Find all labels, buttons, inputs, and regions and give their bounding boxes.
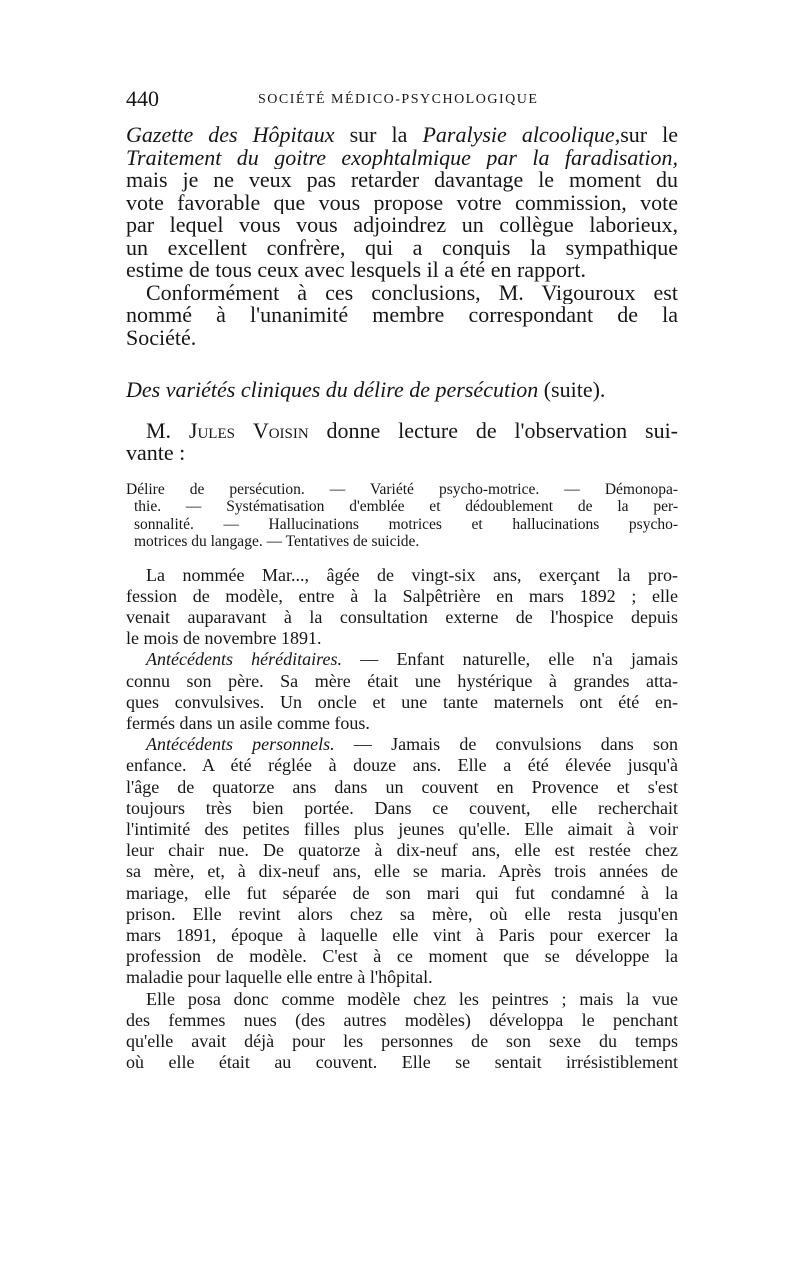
text-line: estime de tous ceux avec lesquels il a été en rapport. <box>126 259 586 282</box>
text-line: Gazette des Hôpitaux sur la Paralysie alcoolique,sur le <box>126 124 678 147</box>
text-line: mariage, elle fut séparée de son mari qui fut condamné à la <box>126 882 678 903</box>
article-title: Traitement du goitre exophtalmique par la faradisation, <box>126 146 678 169</box>
text-line: Conformément à ces conclusions, M. Vigouroux est <box>146 281 678 304</box>
text-line: Elle posa donc comme modèle chez les peintres ; mais la vue <box>146 988 678 1009</box>
text-line: des femmes nues (des autres modèles) développa le penchant <box>126 1009 678 1030</box>
text-line: connu son père. Sa mère était une hystérique à grandes atta- <box>126 670 678 691</box>
text-line: Société. <box>126 326 197 349</box>
text-line: où elle était au couvent. Elle se sentait irrésistiblement <box>126 1052 678 1073</box>
text-line: sa mère, et, à dix-neuf ans, elle se maria. Après trois années de <box>126 861 678 882</box>
page-number: 440 <box>126 86 159 111</box>
text-line: profession de modèle. C'est à ce moment que se développe la <box>126 946 678 967</box>
text-line: l'intimité des petites filles plus jeunes qu'elle. Elle aimait à voir <box>126 818 678 839</box>
intro-paragraph <box>126 124 678 282</box>
text-line: prison. Elle revint alors chez sa mère, où elle resta jusqu'en <box>126 903 678 924</box>
text-line: fermés dans un asile comme fous. <box>126 712 370 733</box>
text-line: Antécédents héréditaires. — Enfant naturelle, elle n'a jamais <box>146 649 678 670</box>
text-line <box>126 147 678 170</box>
text-line: fession de modèle, entre à la Salpêtrière en mars 1892 ; elle <box>126 585 678 606</box>
text-line: par lequel vous vous adjoindrez un collègue laborieux, <box>126 214 678 237</box>
page-header <box>126 86 676 116</box>
text-line: enfance. A été réglée à douze ans. Elle a été élevée jusqu'à <box>126 755 678 776</box>
author-name: Voisin <box>252 419 309 442</box>
text-line: nommé à l'unanimité membre correspondant de la <box>126 304 678 327</box>
text-line: un excellent confrère, qui a conquis la sympathique <box>126 236 678 259</box>
running-title: SOCIÉTÉ MÉDICO-PSYCHOLOGIQUE <box>258 92 539 107</box>
text-line: M. Jules Voisin donne lecture de l'observation sui- <box>146 419 678 442</box>
text-line: La nommée Mar..., âgée de vingt-six ans, exerçant la pro- <box>146 564 678 585</box>
text-line: Délire de persécution. — Variété psycho-motrice. — Démonopa- <box>126 480 678 498</box>
case-summary <box>126 481 678 551</box>
text-line: Antécédents personnels. — Jamais de convulsions dans son <box>146 734 678 755</box>
text-line: l'âge de quatorze ans dans un couvent en Provence et s'est <box>126 776 678 797</box>
text-line: leur chair nue. De quatorze à dix-neuf ans, elle est restée chez <box>126 840 678 861</box>
text-line: toujours très bien portée. Dans ce couvent, elle recherchait <box>126 797 678 818</box>
body-text <box>126 124 678 1073</box>
text-line: mais je ne veux pas retarder davantage le moment du <box>126 169 678 192</box>
conclusion-paragraph <box>126 282 678 350</box>
subsection-label: Antécédents héréditaires. <box>146 649 342 670</box>
text-line: vote favorable que vous propose votre commission, vote <box>126 191 678 214</box>
text-line: maladie pour laquelle elle entre à l'hôpital. <box>126 967 433 988</box>
text-line: mars 1891, époque à laquelle elle vint à Paris pour exercer la <box>126 924 678 945</box>
text-line: le mois de novembre 1891. <box>126 628 322 649</box>
author-name: Jules <box>188 419 235 442</box>
journal-title: Gazette des Hôpitaux <box>126 124 335 147</box>
article-title: Paralysie alcoolique, <box>422 124 621 147</box>
text-line: motrices du langage. — Tentatives de suicide. <box>134 533 420 550</box>
text-line: vante : <box>126 442 186 465</box>
text-line: thie. — Systématisation d'emblée et dédoublement de la per- <box>134 498 678 515</box>
section-title: Des variétés cliniques du délire de persécution (suite). <box>126 379 606 402</box>
text-line: sonnalité. — Hallucinations motrices et hallucinations psycho- <box>134 515 678 533</box>
subsection-label: Antécédents personnels. <box>146 734 335 755</box>
observation-text <box>126 565 678 1074</box>
lecture-paragraph <box>126 420 678 465</box>
text-line: venait auparavant à la consultation externe de l'hospice depuis <box>126 606 678 627</box>
text-line: qu'elle avait déjà pour les personnes de son sexe du temps <box>126 1030 678 1051</box>
text-line: ques convulsives. Un oncle et une tante maternels ont été en- <box>126 691 678 712</box>
